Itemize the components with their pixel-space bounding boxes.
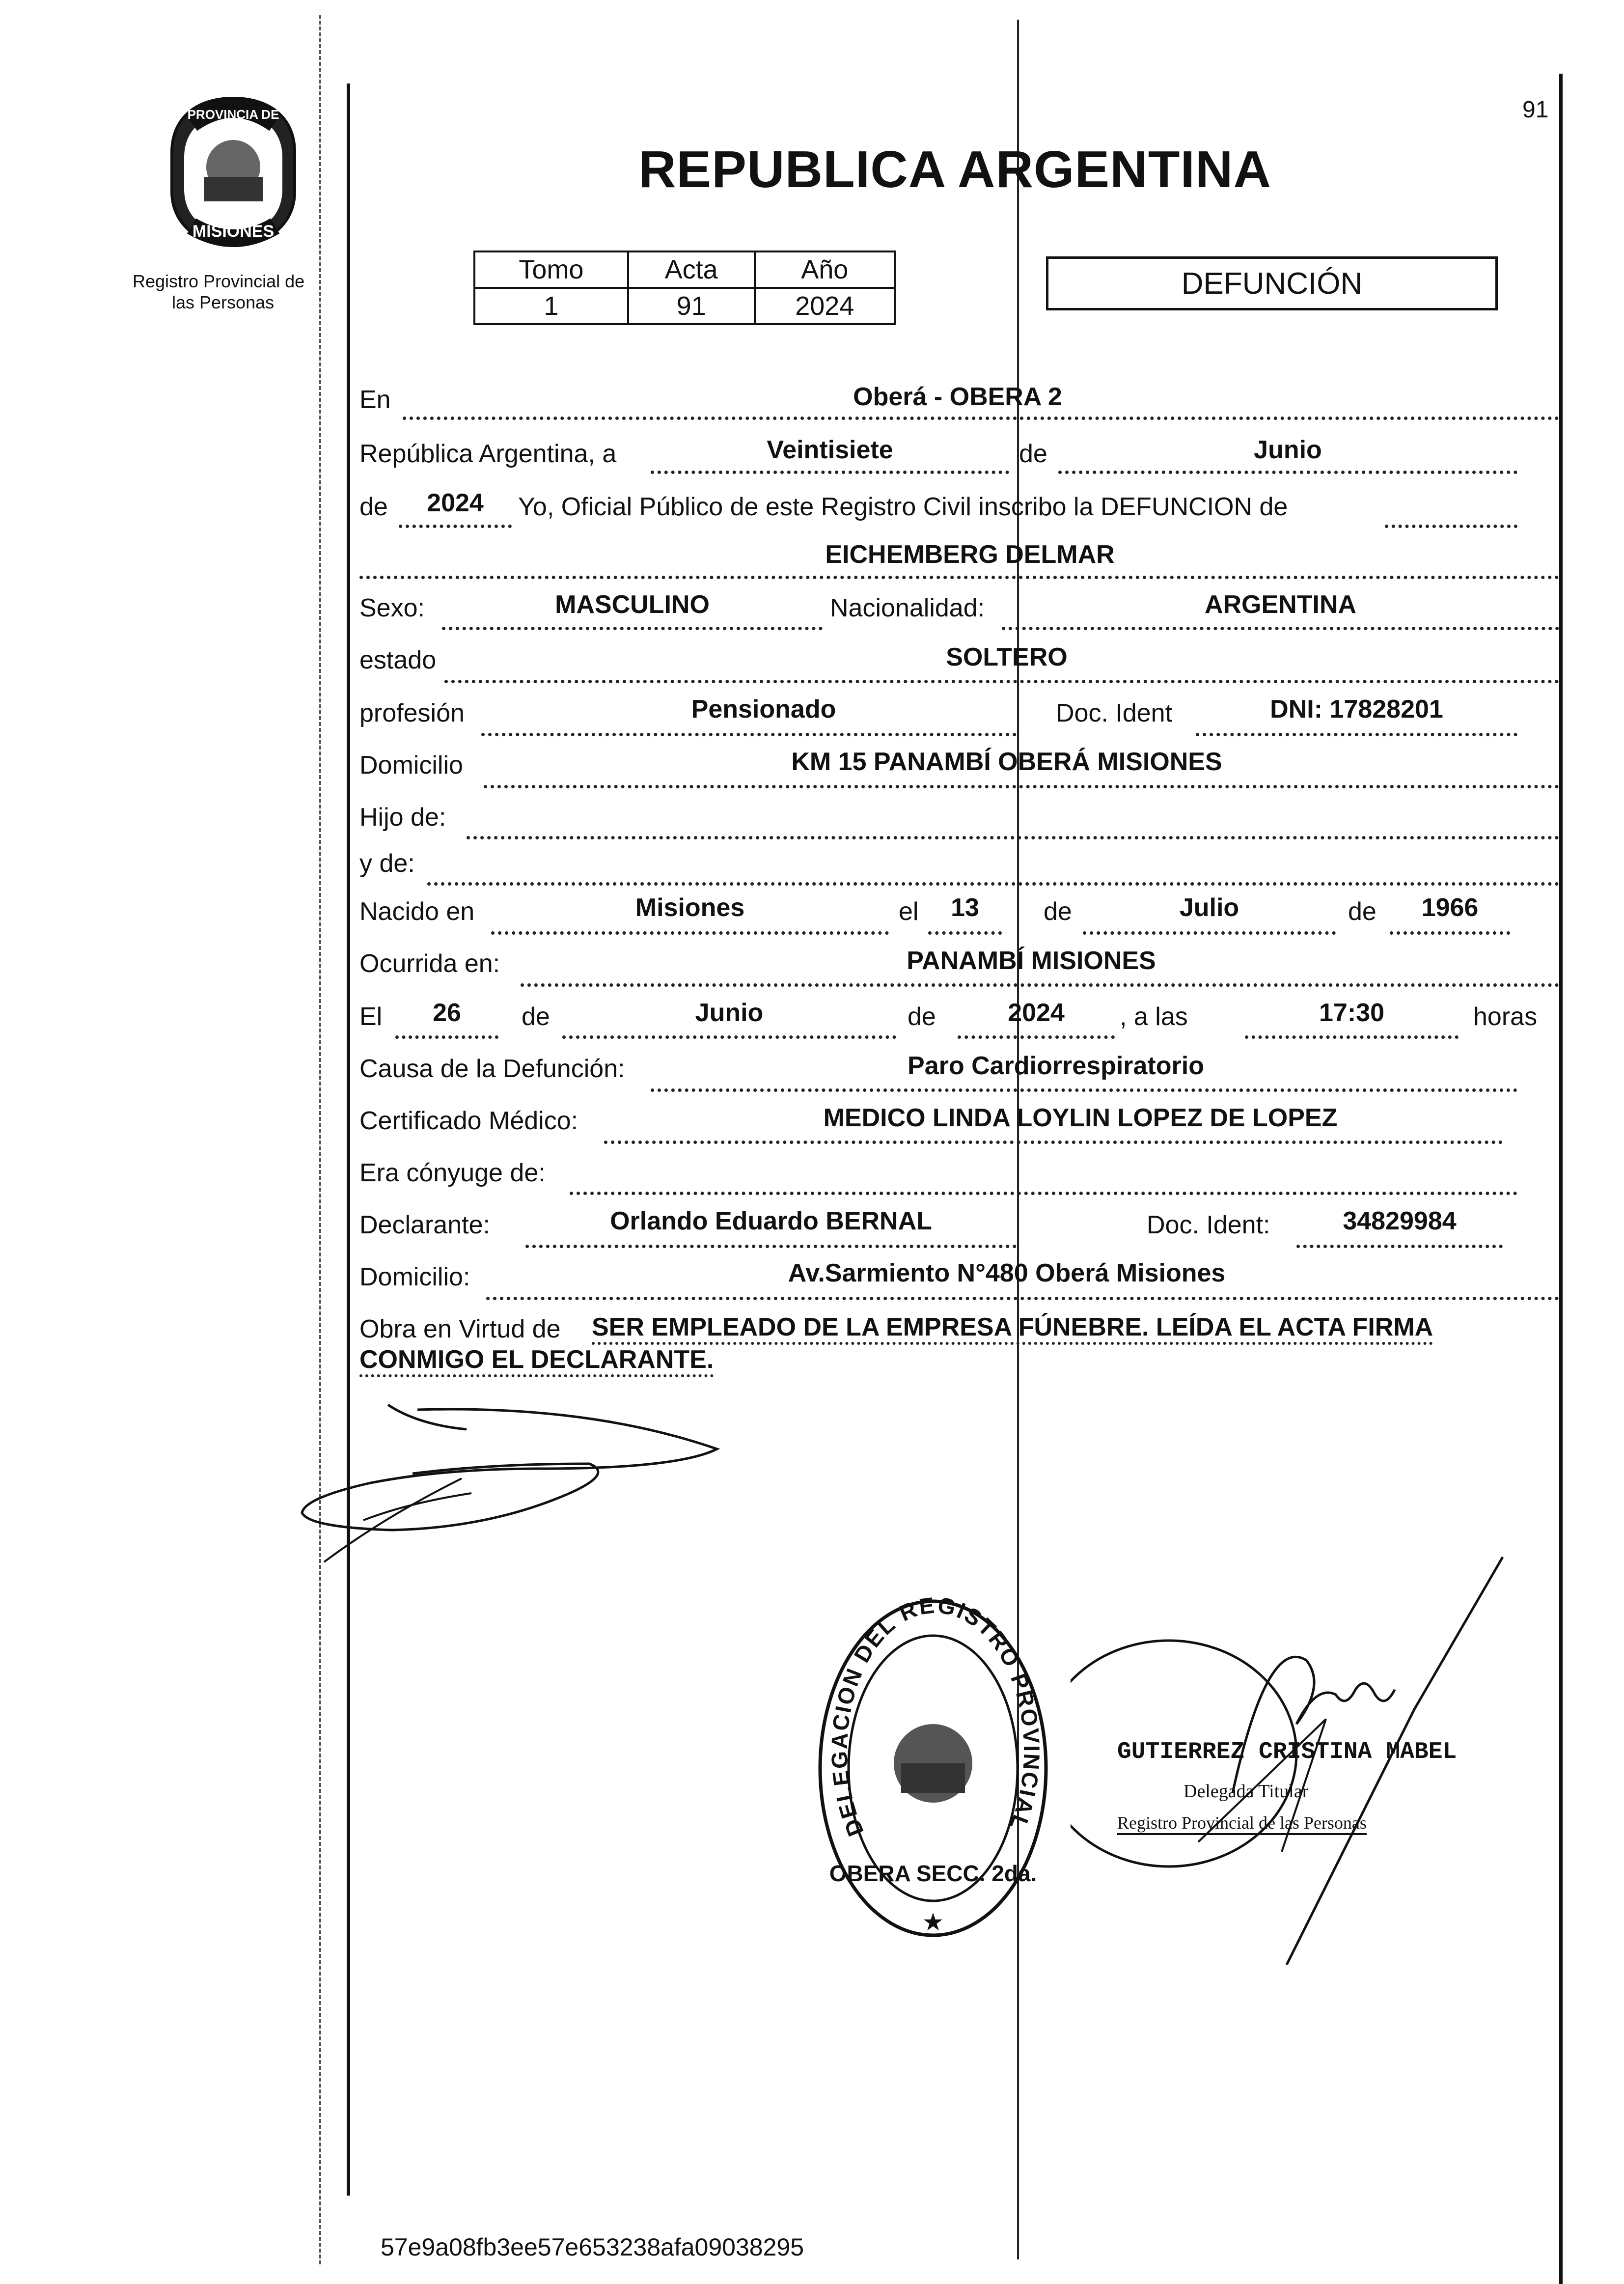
obra-label: Obra en Virtud de <box>359 1315 561 1343</box>
svg-text:DELEGACION DEL REGISTRO PROVIN: DELEGACION DEL REGISTRO PROVINCIAL <box>826 1592 1045 1840</box>
oficial-text: Yo, Oficial Público de este Registro Civil inscribo la DEFUNCION de <box>518 493 1288 521</box>
y-de-label: y de: <box>359 849 415 878</box>
de-label: de <box>1348 897 1376 926</box>
dotted-line <box>604 1141 1503 1144</box>
en-label: En <box>359 386 391 414</box>
dotted-line <box>486 1297 1559 1300</box>
obra-value-line2: CONMIGO EL DECLARANTE. <box>359 1347 714 1377</box>
document-type-box: DEFUNCIÓN <box>1046 256 1498 310</box>
ocurrida-en-label: Ocurrida en: <box>359 949 500 978</box>
svg-text:OBERA SECC. 2da.: OBERA SECC. 2da. <box>829 1861 1037 1886</box>
domicilio-label: Domicilio: <box>359 1263 470 1291</box>
svg-text:PROVINCIA DE: PROVINCIA DE <box>187 107 279 122</box>
dotted-line <box>521 983 1559 987</box>
dotted-line <box>651 471 1009 474</box>
deceased-name: EICHEMBERG DELMAR <box>825 540 1115 569</box>
declarante-value: Orlando Eduardo BERNAL <box>610 1207 932 1235</box>
domicilio-label: Domicilio <box>359 751 463 780</box>
declarante-label: Declarante: <box>359 1211 490 1239</box>
birth-year-value: 1966 <box>1421 893 1479 922</box>
dotted-line <box>427 882 1559 886</box>
left-border <box>347 84 350 2196</box>
sexo-label: Sexo: <box>359 594 425 622</box>
official-stamp <box>810 1587 1056 1940</box>
birth-month-value: Julio <box>1179 893 1239 922</box>
dotted-line <box>1296 1245 1503 1248</box>
profesion-label: profesión <box>359 699 465 727</box>
death-year-value: 2024 <box>1008 999 1065 1027</box>
star-icon: ★ <box>922 1908 944 1936</box>
page-number: 91 <box>1522 97 1549 123</box>
page-title: REPUBLICA ARGENTINA <box>638 140 1272 198</box>
dotted-line <box>484 785 1559 788</box>
de-label: de <box>522 1003 550 1031</box>
official-role: Delegada Titular <box>1184 1781 1309 1802</box>
svg-text:MISIONES: MISIONES <box>192 222 275 241</box>
nacionalidad-label: Nacionalidad: <box>830 594 985 622</box>
de-label: de <box>1044 897 1072 926</box>
horas-label: horas <box>1473 1003 1538 1031</box>
anio-value: 2024 <box>755 288 895 324</box>
dotted-line <box>1385 525 1517 528</box>
de-label: de <box>1019 440 1047 468</box>
margin-perforation <box>319 15 321 2264</box>
dotted-line <box>491 931 889 935</box>
acta-table <box>473 251 896 325</box>
dotted-line <box>481 733 1017 736</box>
doc-ident-label: Doc. Ident <box>1056 699 1173 727</box>
registry-label-2: las Personas <box>172 292 275 312</box>
year-value: 2024 <box>427 489 484 517</box>
day-value: Veintisiete <box>767 436 893 464</box>
death-month-value: Junio <box>695 999 764 1027</box>
dotted-line <box>359 576 1559 579</box>
dotted-line <box>442 627 823 630</box>
de-label: de <box>359 493 388 521</box>
dotted-line <box>1058 471 1517 474</box>
dotted-line <box>444 680 1559 683</box>
table-value-row <box>474 288 895 324</box>
birth-day-value: 13 <box>951 893 979 922</box>
death-time-value: 17:30 <box>1319 999 1384 1027</box>
hijo-de-label: Hijo de: <box>359 803 446 832</box>
registry-label-1: Registro Provincial de <box>133 271 305 291</box>
death-day-value: 26 <box>433 999 461 1027</box>
nacido-en-value: Misiones <box>635 893 745 922</box>
anio-header: Año <box>755 251 895 288</box>
place-value: Oberá - OBERA 2 <box>853 383 1062 411</box>
dotted-line <box>570 1192 1517 1195</box>
month-value: Junio <box>1254 436 1322 464</box>
document-hash: 57e9a08fb3ee57e653238afa09038295 <box>381 2233 804 2261</box>
dotted-line <box>399 525 512 528</box>
dotted-line <box>395 1035 498 1039</box>
certificado-label: Certificado Médico: <box>359 1107 578 1135</box>
causa-label: Causa de la Defunción: <box>359 1055 625 1083</box>
dotted-line <box>467 836 1559 839</box>
domicilio-value: KM 15 PANAMBÍ OBERÁ MISIONES <box>791 748 1222 776</box>
dotted-line <box>1390 931 1510 935</box>
acta-header: Acta <box>628 251 755 288</box>
domicilio-declarante-value: Av.Sarmiento N°480 Oberá Misiones <box>788 1259 1226 1287</box>
nacionalidad-value: ARGENTINA <box>1204 590 1357 619</box>
dotted-line <box>562 1035 896 1039</box>
dotted-line <box>1002 627 1559 630</box>
dotted-line <box>403 417 1559 420</box>
republica-label: República Argentina, a <box>359 440 617 468</box>
decl-doc-label: Doc. Ident: <box>1147 1211 1270 1239</box>
dotted-line <box>1196 733 1517 736</box>
dotted-line <box>1083 931 1336 935</box>
right-border <box>1559 74 1563 2284</box>
profesion-value: Pensionado <box>691 695 836 724</box>
tomo-header: Tomo <box>474 251 628 288</box>
official-org: Registro Provincial de las Personas <box>1117 1812 1367 1835</box>
estado-value: SOLTERO <box>946 643 1068 671</box>
dotted-line <box>928 931 1002 935</box>
a-las-label: , a las <box>1120 1003 1188 1031</box>
dotted-line <box>651 1088 1517 1092</box>
nacido-en-label: Nacido en <box>359 897 475 926</box>
estado-label: estado <box>359 646 437 674</box>
dotted-line <box>1245 1035 1459 1039</box>
acta-value: 91 <box>628 288 755 324</box>
official-name: GUTIERREZ CRISTINA MABEL <box>1117 1739 1457 1765</box>
sexo-value: MASCULINO <box>555 590 710 619</box>
official-signature <box>1071 1547 1542 1989</box>
de-label: de <box>908 1003 936 1031</box>
table-header-row <box>474 251 895 288</box>
dotted-line <box>958 1035 1115 1039</box>
province-logo <box>162 93 304 251</box>
doc-ident-value: DNI: 17828201 <box>1270 695 1443 724</box>
ocurrida-en-value: PANAMBÍ MISIONES <box>907 947 1156 975</box>
decl-doc-value: 34829984 <box>1343 1207 1457 1235</box>
dotted-line <box>525 1245 1017 1248</box>
el-label: el <box>899 897 919 926</box>
certificado-value: MEDICO LINDA LOYLIN LOPEZ DE LOPEZ <box>823 1104 1338 1132</box>
el-label: El <box>359 1003 383 1031</box>
tomo-value: 1 <box>474 288 628 324</box>
causa-value: Paro Cardiorrespiratorio <box>908 1052 1204 1080</box>
declarant-signature <box>295 1395 737 1572</box>
obra-value-line1: SER EMPLEADO DE LA EMPRESA FÚNEBRE. LEÍDA EL ACTA FIRMA <box>592 1314 1433 1345</box>
conyuge-label: Era cónyuge de: <box>359 1159 546 1187</box>
